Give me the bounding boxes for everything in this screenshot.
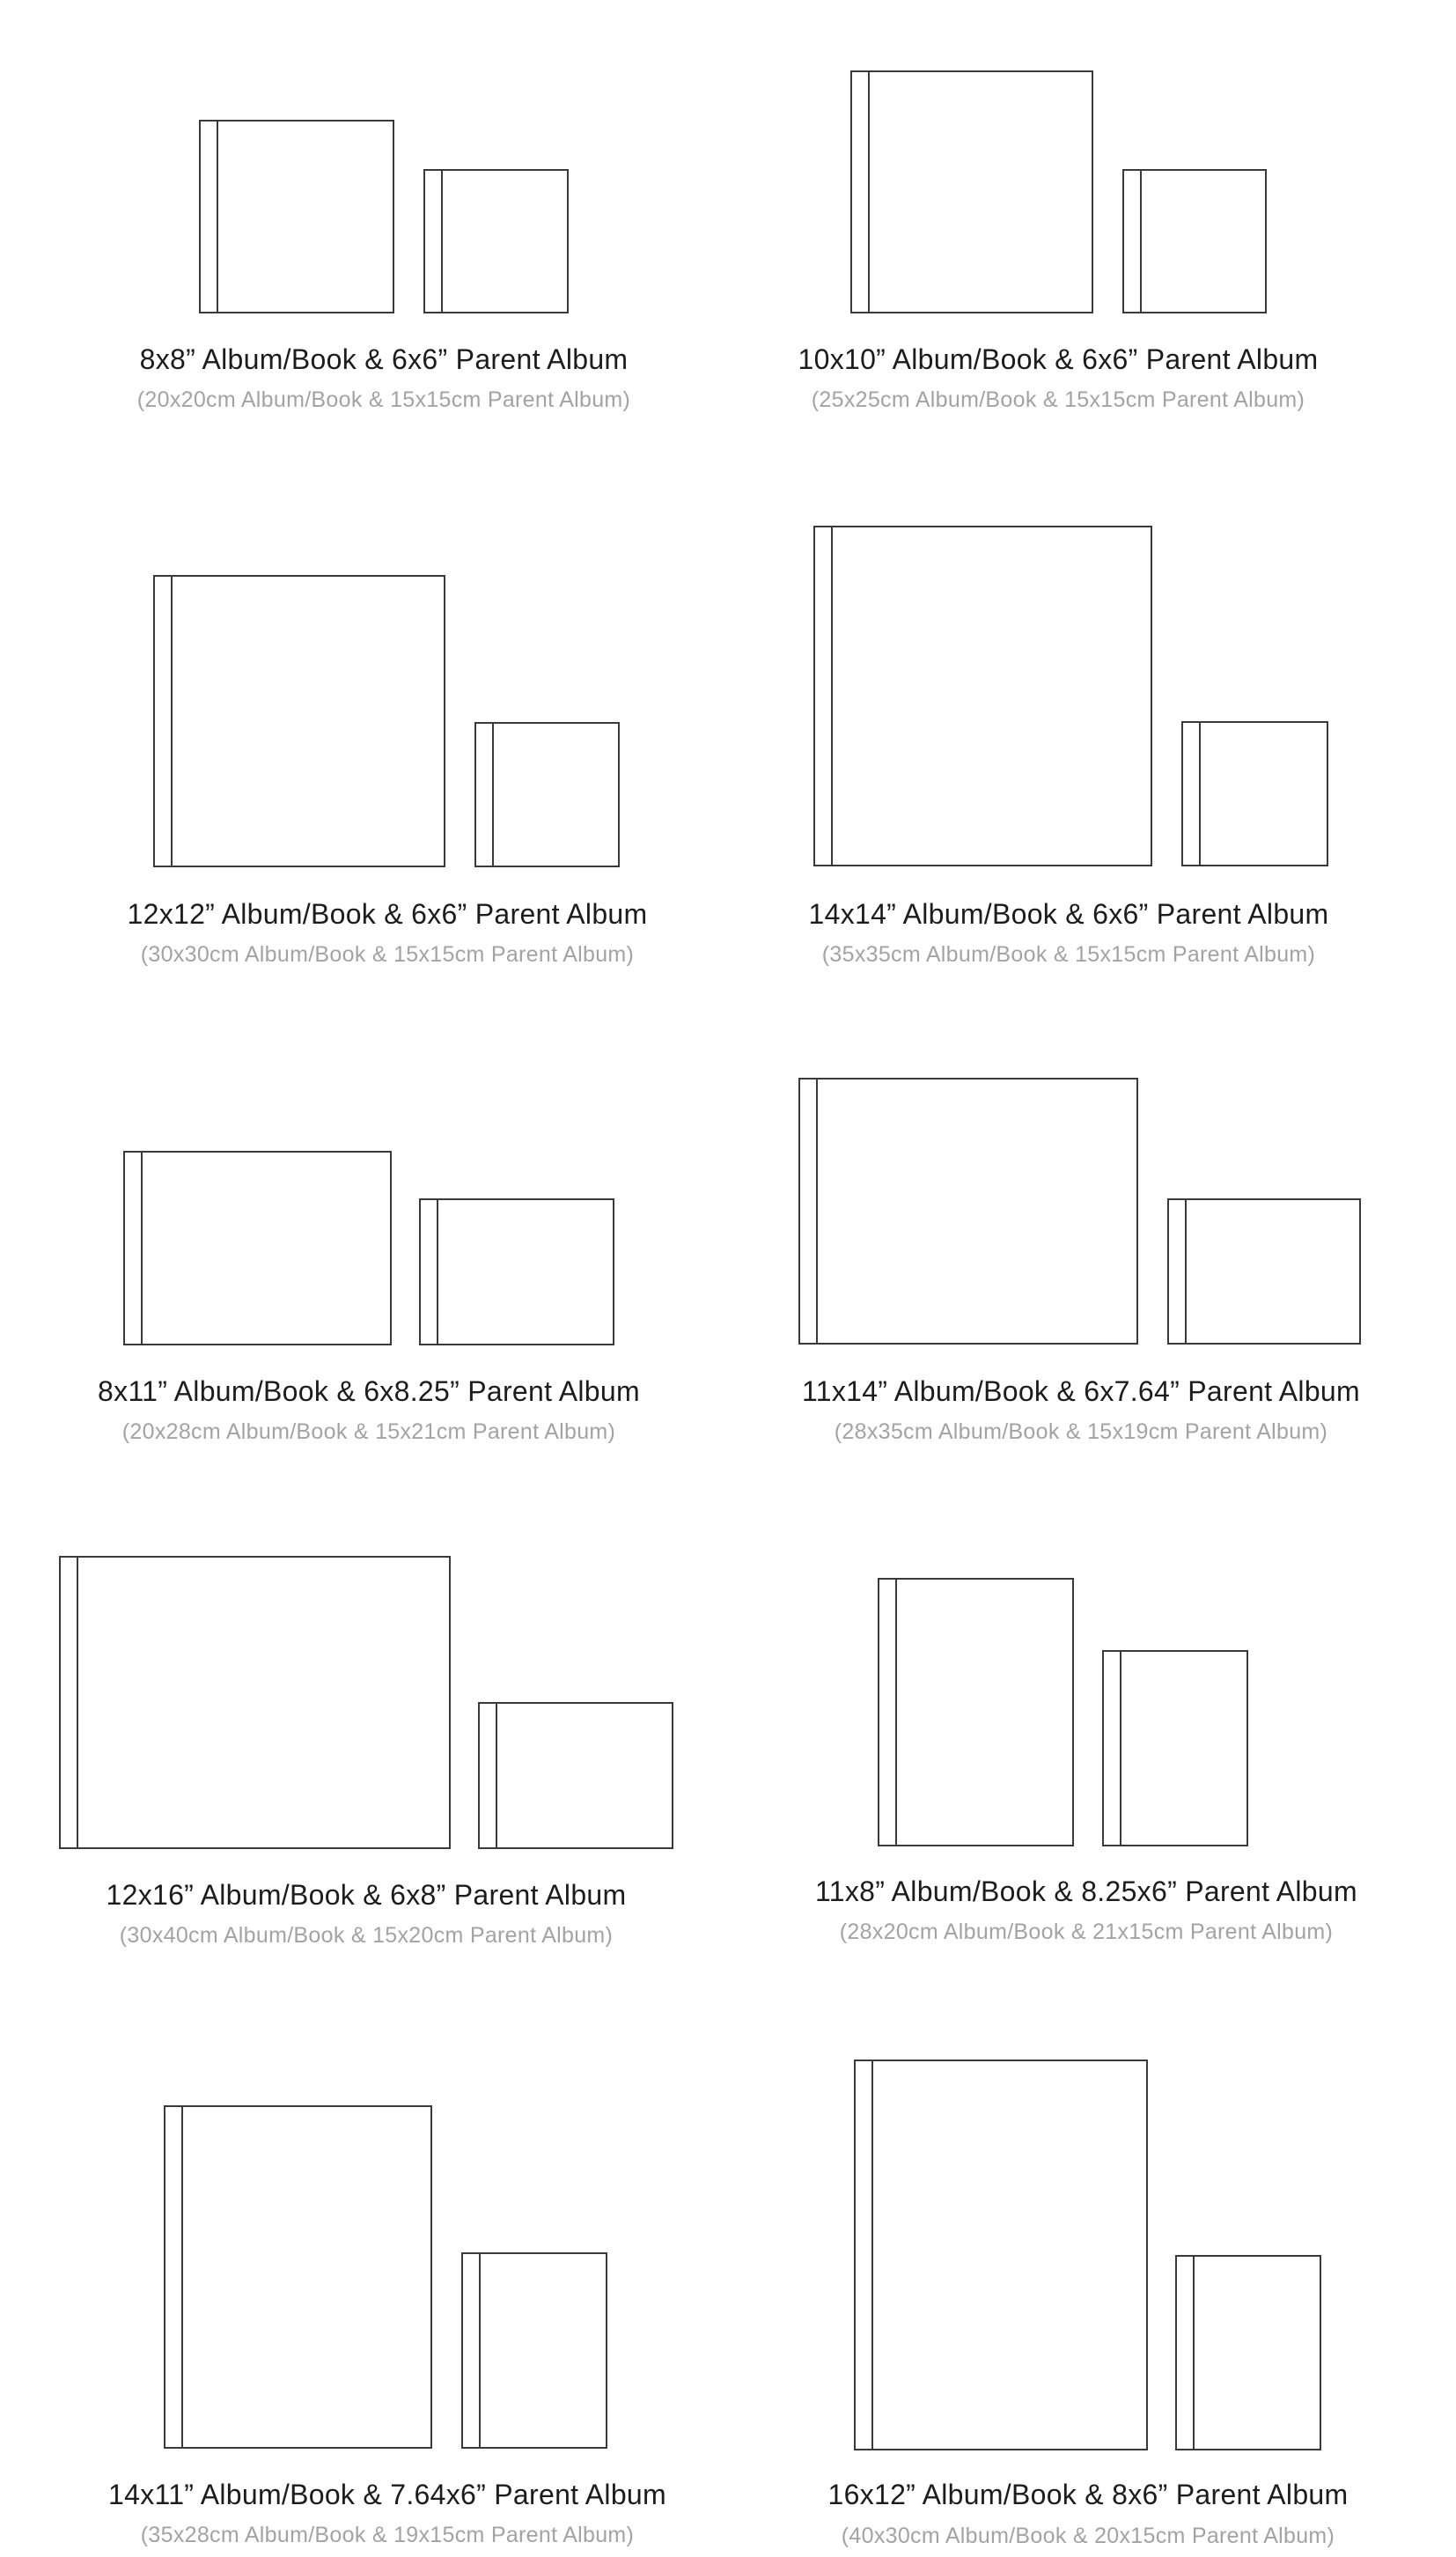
parent-album-illustration — [478, 1702, 673, 1849]
main-album-illustration — [199, 120, 394, 313]
album-spine — [479, 2254, 481, 2447]
album-spine — [492, 724, 494, 866]
main-album-illustration — [798, 1078, 1138, 1345]
album-spine — [171, 577, 173, 866]
album-spine — [441, 171, 443, 312]
album-spine — [1120, 1652, 1121, 1845]
album-size-title: 11x8” Album/Book & 8.25x6” Parent Album — [815, 1875, 1357, 1907]
album-size-title: 10x10” Album/Book & 6x6” Parent Album — [798, 343, 1319, 375]
main-album-illustration — [164, 2105, 432, 2449]
parent-album-illustration — [1122, 169, 1267, 313]
album-spine — [1193, 2257, 1195, 2449]
album-size-title: 14x14” Album/Book & 6x6” Parent Album — [808, 898, 1329, 930]
main-album-illustration — [123, 1151, 392, 1345]
album-size-title: 16x12” Album/Book & 8x6” Parent Album — [827, 2479, 1349, 2510]
album-size-metric: (40x30cm Album/Book & 20x15cm Parent Album) — [841, 2524, 1335, 2548]
parent-album-illustration — [423, 169, 569, 313]
main-album-illustration — [850, 70, 1093, 313]
album-size-metric: (20x28cm Album/Book & 15x21cm Parent Album) — [121, 1419, 616, 1444]
main-album-illustration — [878, 1578, 1074, 1846]
album-spine — [831, 527, 833, 865]
album-spine — [141, 1153, 143, 1344]
album-size-title: 12x16” Album/Book & 6x8” Parent Album — [106, 1879, 627, 1911]
album-size-metric: (25x25cm Album/Book & 15x15cm Parent Album) — [811, 387, 1305, 412]
album-spine — [895, 1580, 897, 1845]
album-spine — [1185, 1200, 1187, 1343]
main-album-illustration — [854, 2060, 1148, 2450]
parent-album-illustration — [474, 722, 620, 867]
album-size-title: 8x11” Album/Book & 6x8.25” Parent Album — [98, 1375, 640, 1407]
album-size-metric: (28x20cm Album/Book & 21x15cm Parent Album) — [839, 1920, 1334, 1944]
parent-album-illustration — [1102, 1650, 1248, 1846]
album-size-metric: (30x40cm Album/Book & 15x20cm Parent Album) — [119, 1923, 614, 1948]
album-size-title: 11x14” Album/Book & 6x7.64” Parent Album — [802, 1375, 1360, 1407]
main-album-illustration — [59, 1556, 451, 1849]
main-album-illustration — [813, 526, 1152, 866]
album-size-metric: (35x35cm Album/Book & 15x15cm Parent Album) — [821, 942, 1316, 967]
parent-album-illustration — [461, 2252, 607, 2449]
album-spine — [1199, 723, 1201, 865]
album-spine — [868, 72, 870, 312]
album-spine — [816, 1080, 818, 1343]
parent-album-illustration — [1175, 2255, 1321, 2450]
album-size-metric: (30x30cm Album/Book & 15x15cm Parent Album) — [140, 942, 635, 967]
album-size-metric: (35x28cm Album/Book & 19x15cm Parent Album) — [140, 2523, 635, 2547]
main-album-illustration — [153, 575, 445, 867]
album-size-title: 12x12” Album/Book & 6x6” Parent Album — [127, 898, 648, 930]
album-spine — [437, 1200, 438, 1344]
album-size-metric: (28x35cm Album/Book & 15x19cm Parent Album) — [834, 1419, 1328, 1444]
album-spine — [496, 1704, 497, 1847]
album-spine — [217, 122, 218, 312]
parent-album-illustration — [419, 1198, 614, 1345]
parent-album-illustration — [1181, 721, 1328, 866]
album-size-title: 8x8” Album/Book & 6x6” Parent Album — [139, 343, 629, 375]
album-size-metric: (20x20cm Album/Book & 15x15cm Parent Album) — [136, 387, 631, 412]
album-size-title: 14x11” Album/Book & 7.64x6” Parent Album — [108, 2479, 666, 2510]
album-spine — [1140, 171, 1142, 312]
album-spine — [181, 2107, 183, 2447]
parent-album-illustration — [1167, 1198, 1361, 1345]
album-spine — [77, 1558, 78, 1847]
album-spine — [871, 2061, 873, 2449]
